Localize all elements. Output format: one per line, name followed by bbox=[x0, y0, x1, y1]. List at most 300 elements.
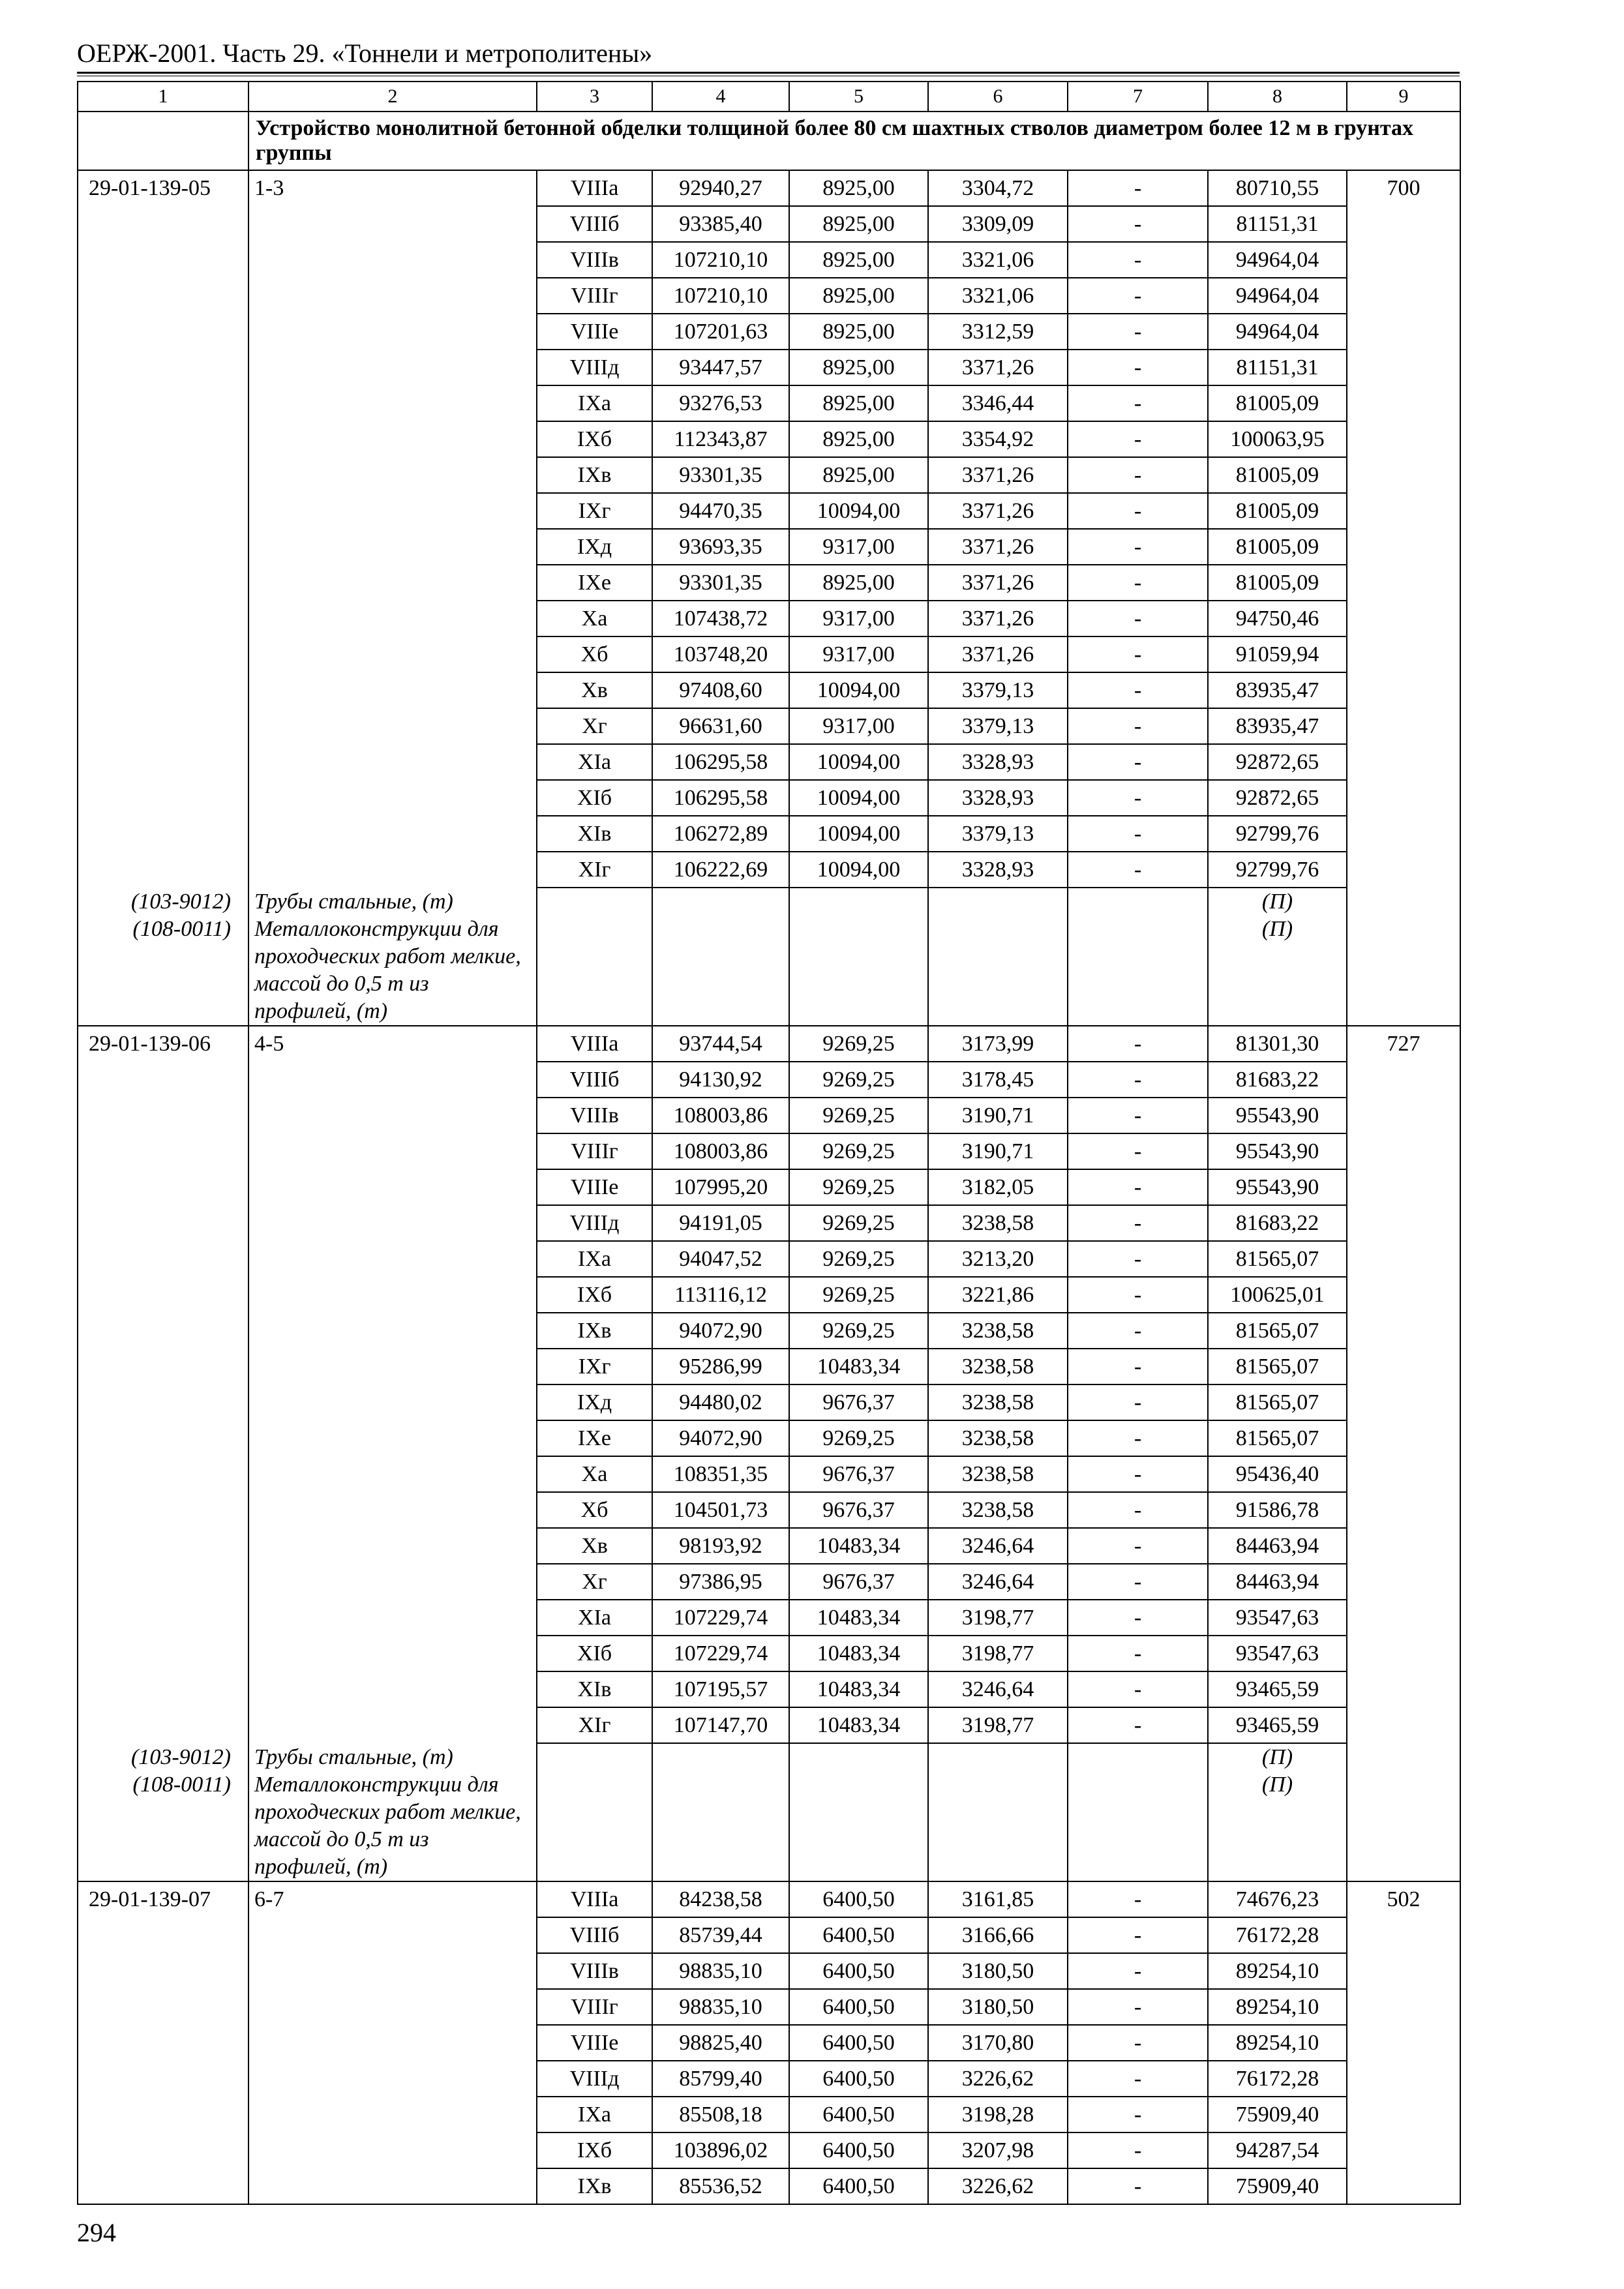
cell-col-8: 76172,28 bbox=[1208, 2061, 1347, 2097]
cell-col-5: 9269,25 bbox=[789, 1277, 928, 1313]
cell-col-5: 8925,00 bbox=[789, 170, 928, 206]
cell-col-8: 92872,65 bbox=[1208, 780, 1347, 816]
cell-col-8: 75909,40 bbox=[1208, 2168, 1347, 2204]
materials-blank-col-6 bbox=[928, 888, 1068, 1026]
cell-col-6: 3371,26 bbox=[928, 350, 1068, 385]
cell-col-4: 94072,90 bbox=[652, 1313, 789, 1349]
cell-col-4: 103896,02 bbox=[652, 2132, 789, 2168]
cell-col-3: Xа bbox=[537, 1456, 652, 1492]
cell-col-8: 94750,46 bbox=[1208, 601, 1347, 636]
column-number-7: 7 bbox=[1068, 82, 1208, 112]
cell-col-6: 3304,72 bbox=[928, 170, 1068, 206]
cell-col-4: 106295,58 bbox=[652, 780, 789, 816]
cell-col-4: 107438,72 bbox=[652, 601, 789, 636]
cell-col-5: 9269,25 bbox=[789, 1026, 928, 1062]
material-codes bbox=[78, 888, 248, 1025]
material-names bbox=[254, 888, 531, 1025]
col9-text: 700 bbox=[1387, 176, 1421, 200]
cell-col-8: 81005,09 bbox=[1208, 529, 1347, 565]
cell-col-7: - bbox=[1068, 170, 1208, 206]
cell-col-3: XIв bbox=[537, 816, 652, 852]
cell-col-4: 92940,27 bbox=[652, 170, 789, 206]
cell-col-4: 93744,54 bbox=[652, 1026, 789, 1062]
cell-col-7: - bbox=[1068, 529, 1208, 565]
cell-col-6: 3173,99 bbox=[928, 1026, 1068, 1062]
cell-col-6: 3379,13 bbox=[928, 816, 1068, 852]
cell-col-5: 8925,00 bbox=[789, 278, 928, 314]
cell-col-3: VIIIв bbox=[537, 1098, 652, 1133]
cell-col-3: IXб bbox=[537, 1277, 652, 1313]
section-title-row bbox=[78, 112, 1460, 170]
cell-col-7: - bbox=[1068, 1026, 1208, 1062]
cell-col-6: 3246,64 bbox=[928, 1671, 1068, 1707]
cell-col-6: 3161,85 bbox=[928, 1881, 1068, 1917]
cell-col-3: Xб bbox=[537, 636, 652, 672]
material-code: (108-0011) bbox=[132, 917, 231, 941]
materials-blank-col-3 bbox=[537, 888, 652, 1026]
cell-col-8: 84463,94 bbox=[1208, 1564, 1347, 1600]
cell-col-7: - bbox=[1068, 1205, 1208, 1241]
cell-col-6: 3238,58 bbox=[928, 1313, 1068, 1349]
cell-col-5: 10483,34 bbox=[789, 1671, 928, 1707]
cell-col-7: - bbox=[1068, 816, 1208, 852]
cell-col-5: 9269,25 bbox=[789, 1241, 928, 1277]
cell-col-6: 3198,28 bbox=[928, 2097, 1068, 2132]
cell-col-6: 3207,98 bbox=[928, 2132, 1068, 2168]
soil-groups-text: 1-3 bbox=[254, 176, 284, 200]
cell-col-6: 3190,71 bbox=[928, 1133, 1068, 1169]
cell-col-8: 100625,01 bbox=[1208, 1277, 1347, 1313]
table-body bbox=[78, 82, 1460, 2204]
cell-col-7: - bbox=[1068, 565, 1208, 601]
cell-col-6: 3309,09 bbox=[928, 206, 1068, 242]
cell-col-7: - bbox=[1068, 421, 1208, 457]
cell-col-6: 3180,50 bbox=[928, 1989, 1068, 2025]
cell-col-7: - bbox=[1068, 1671, 1208, 1707]
column-number-2: 2 bbox=[248, 82, 537, 112]
cell-col-4: 106295,58 bbox=[652, 744, 789, 780]
cell-col-4: 94047,52 bbox=[652, 1241, 789, 1277]
cell-col-5: 9676,37 bbox=[789, 1492, 928, 1528]
cell-col-8: 83935,47 bbox=[1208, 672, 1347, 708]
cell-col-6: 3238,58 bbox=[928, 1384, 1068, 1420]
cell-col-3: IXе bbox=[537, 1420, 652, 1456]
cell-col-3: Xв bbox=[537, 672, 652, 708]
cell-col-5: 9317,00 bbox=[789, 529, 928, 565]
cell-col-5: 8925,00 bbox=[789, 457, 928, 493]
cell-col-8: 89254,10 bbox=[1208, 1953, 1347, 1989]
cell-col-4: 94480,02 bbox=[652, 1384, 789, 1420]
materials-blank-col-7 bbox=[1068, 1743, 1208, 1881]
cell-col-3: VIIIа bbox=[537, 1026, 652, 1062]
cell-col-6: 3371,26 bbox=[928, 601, 1068, 636]
cell-col-7: - bbox=[1068, 1492, 1208, 1528]
cell-col-5: 9269,25 bbox=[789, 1133, 928, 1169]
cell-col-5: 10094,00 bbox=[789, 744, 928, 780]
cell-col-8: 83935,47 bbox=[1208, 708, 1347, 744]
cell-col-7: - bbox=[1068, 1917, 1208, 1953]
cell-col-4: 103748,20 bbox=[652, 636, 789, 672]
soil-groups bbox=[248, 1881, 537, 2204]
cell-col-8: 95543,90 bbox=[1208, 1169, 1347, 1205]
cell-col-6: 3321,06 bbox=[928, 242, 1068, 278]
cell-col-4: 93693,35 bbox=[652, 529, 789, 565]
cell-col-4: 107995,20 bbox=[652, 1169, 789, 1205]
cell-col-5: 6400,50 bbox=[789, 1989, 928, 2025]
cell-col-3: IXг bbox=[537, 493, 652, 529]
soil-groups bbox=[248, 1026, 537, 1881]
cell-col-3: XIв bbox=[537, 1671, 652, 1707]
cell-col-4: 107201,63 bbox=[652, 314, 789, 350]
page-header-title: ОЕРЖ-2001. Часть 29. «Тоннели и метрополитены» bbox=[77, 38, 653, 68]
cell-col-4: 93276,53 bbox=[652, 385, 789, 421]
cell-col-6: 3170,80 bbox=[928, 2025, 1068, 2061]
cell-col-8: 94964,04 bbox=[1208, 242, 1347, 278]
cell-col-6: 3221,86 bbox=[928, 1277, 1068, 1313]
cell-col-5: 9269,25 bbox=[789, 1205, 928, 1241]
cell-col-6: 3238,58 bbox=[928, 1349, 1068, 1384]
cell-col-3: VIIIе bbox=[537, 314, 652, 350]
material-qty: (П) bbox=[1261, 917, 1293, 941]
cell-col-4: 107147,70 bbox=[652, 1707, 789, 1743]
material-name: Трубы стальные, (т) bbox=[254, 890, 453, 914]
col9-text: 727 bbox=[1387, 1032, 1421, 1056]
cell-col-3: Xг bbox=[537, 1564, 652, 1600]
cell-col-6: 3226,62 bbox=[928, 2061, 1068, 2097]
cell-col-6: 3354,92 bbox=[928, 421, 1068, 457]
cell-col-4: 94470,35 bbox=[652, 493, 789, 529]
cell-col-8: 95436,40 bbox=[1208, 1456, 1347, 1492]
cell-col-4: 85508,18 bbox=[652, 2097, 789, 2132]
cell-col-3: IXа bbox=[537, 2097, 652, 2132]
cell-col-4: 107195,57 bbox=[652, 1671, 789, 1707]
materials-blank-col-7 bbox=[1068, 888, 1208, 1026]
cell-col-8: 81151,31 bbox=[1208, 206, 1347, 242]
cell-col-3: VIIIд bbox=[537, 350, 652, 385]
cell-col-4: 113116,12 bbox=[652, 1277, 789, 1313]
cell-col-8: 89254,10 bbox=[1208, 1989, 1347, 2025]
material-codes bbox=[78, 1744, 248, 1881]
cell-col-7: - bbox=[1068, 1528, 1208, 1564]
material-code: (108-0011) bbox=[132, 1773, 231, 1797]
cell-col-7: - bbox=[1068, 1456, 1208, 1492]
cell-col-5: 9317,00 bbox=[789, 601, 928, 636]
cell-col-5: 6400,50 bbox=[789, 2168, 928, 2204]
cell-col-8: 74676,23 bbox=[1208, 1881, 1347, 1917]
cell-col-4: 93385,40 bbox=[652, 206, 789, 242]
cell-col-3: VIIIа bbox=[537, 170, 652, 206]
table-row bbox=[78, 170, 1460, 206]
cell-col-6: 3182,05 bbox=[928, 1169, 1068, 1205]
column-number-1: 1 bbox=[78, 82, 248, 112]
cell-col-5: 8925,00 bbox=[789, 242, 928, 278]
cell-col-7: - bbox=[1068, 2025, 1208, 2061]
cell-col-5: 10483,34 bbox=[789, 1600, 928, 1636]
cell-col-7: - bbox=[1068, 780, 1208, 816]
table-row bbox=[78, 1881, 1460, 1917]
cell-col-8: 81005,09 bbox=[1208, 385, 1347, 421]
cell-col-3: IXб bbox=[537, 2132, 652, 2168]
cell-col-7: - bbox=[1068, 636, 1208, 672]
cell-col-6: 3198,77 bbox=[928, 1600, 1068, 1636]
cell-col-8: 76172,28 bbox=[1208, 1917, 1347, 1953]
cell-col-3: XIг bbox=[537, 852, 652, 888]
cell-col-7: - bbox=[1068, 314, 1208, 350]
cell-col-8: 81565,07 bbox=[1208, 1241, 1347, 1277]
rate-code-text: 29-01-139-06 bbox=[89, 1032, 211, 1056]
cell-col-8: 93547,63 bbox=[1208, 1636, 1347, 1671]
page-number: 294 bbox=[77, 2218, 116, 2247]
cell-col-8: 81005,09 bbox=[1208, 493, 1347, 529]
cell-col-3: Xа bbox=[537, 601, 652, 636]
cell-col-6: 3238,58 bbox=[928, 1492, 1068, 1528]
cell-col-6: 3312,59 bbox=[928, 314, 1068, 350]
cell-col-3: XIа bbox=[537, 744, 652, 780]
cell-col-4: 108351,35 bbox=[652, 1456, 789, 1492]
header-rule-thick bbox=[77, 72, 1460, 74]
cell-col-8: 81565,07 bbox=[1208, 1420, 1347, 1456]
cell-col-7: - bbox=[1068, 1600, 1208, 1636]
cell-col-4: 93301,35 bbox=[652, 565, 789, 601]
cell-col-8: 94287,54 bbox=[1208, 2132, 1347, 2168]
cell-col-7: - bbox=[1068, 2097, 1208, 2132]
cell-col-8: 94964,04 bbox=[1208, 314, 1347, 350]
cell-col-5: 9269,25 bbox=[789, 1313, 928, 1349]
cell-col-8: 81565,07 bbox=[1208, 1313, 1347, 1349]
cell-col-4: 85739,44 bbox=[652, 1917, 789, 1953]
rate-code bbox=[78, 1881, 248, 2204]
cell-col-3: IXг bbox=[537, 1349, 652, 1384]
cell-col-7: - bbox=[1068, 1989, 1208, 2025]
cell-col-7: - bbox=[1068, 1349, 1208, 1384]
cell-col-3: XIб bbox=[537, 1636, 652, 1671]
cell-col-3: VIIIд bbox=[537, 2061, 652, 2097]
cell-col-6: 3328,93 bbox=[928, 780, 1068, 816]
materials-qty bbox=[1208, 888, 1347, 1026]
cell-col-4: 95286,99 bbox=[652, 1349, 789, 1384]
cell-col-5: 8925,00 bbox=[789, 206, 928, 242]
cell-col-8: 91059,94 bbox=[1208, 636, 1347, 672]
rate-code-text: 29-01-139-07 bbox=[89, 1887, 211, 1911]
cell-col-3: VIIIв bbox=[537, 1953, 652, 1989]
column-number-row bbox=[78, 82, 1460, 112]
cell-col-3: VIIIв bbox=[537, 242, 652, 278]
material-qty: (П) bbox=[1261, 1745, 1293, 1769]
cell-col-7: - bbox=[1068, 1133, 1208, 1169]
cell-col-5: 8925,00 bbox=[789, 314, 928, 350]
cell-col-6: 3238,58 bbox=[928, 1456, 1068, 1492]
cell-col-4: 107229,74 bbox=[652, 1636, 789, 1671]
cell-col-6: 3371,26 bbox=[928, 565, 1068, 601]
cell-col-6: 3180,50 bbox=[928, 1953, 1068, 1989]
column-number-8: 8 bbox=[1208, 82, 1347, 112]
cell-col-7: - bbox=[1068, 206, 1208, 242]
cell-col-8: 95543,90 bbox=[1208, 1098, 1347, 1133]
materials-blank-col-6 bbox=[928, 1743, 1068, 1881]
cell-col-8: 100063,95 bbox=[1208, 421, 1347, 457]
cell-col-5: 10094,00 bbox=[789, 852, 928, 888]
cell-col-3: IXб bbox=[537, 421, 652, 457]
cell-col-5: 6400,50 bbox=[789, 2025, 928, 2061]
cell-col-7: - bbox=[1068, 1384, 1208, 1420]
cell-col-6: 3371,26 bbox=[928, 493, 1068, 529]
cell-col-5: 6400,50 bbox=[789, 2132, 928, 2168]
cell-col-3: VIIIе bbox=[537, 2025, 652, 2061]
cell-col-6: 3246,64 bbox=[928, 1528, 1068, 1564]
cell-col-8: 94964,04 bbox=[1208, 278, 1347, 314]
cell-col-4: 93301,35 bbox=[652, 457, 789, 493]
material-qty: (П) bbox=[1261, 890, 1293, 914]
cell-col-4: 98825,40 bbox=[652, 2025, 789, 2061]
cell-col-7: - bbox=[1068, 672, 1208, 708]
cell-col-7: - bbox=[1068, 1062, 1208, 1098]
cell-col-4: 108003,86 bbox=[652, 1098, 789, 1133]
cell-col-3: IXе bbox=[537, 565, 652, 601]
cell-col-8: 92872,65 bbox=[1208, 744, 1347, 780]
cell-col-4: 107210,10 bbox=[652, 242, 789, 278]
cell-col-6: 3328,93 bbox=[928, 852, 1068, 888]
cell-col-6: 3198,77 bbox=[928, 1707, 1068, 1743]
cell-col-5: 6400,50 bbox=[789, 1881, 928, 1917]
cell-col-8: 89254,10 bbox=[1208, 2025, 1347, 2061]
cell-col-3: XIа bbox=[537, 1600, 652, 1636]
cell-col-6: 3166,66 bbox=[928, 1917, 1068, 1953]
cell-col-7: - bbox=[1068, 744, 1208, 780]
cell-col-7: - bbox=[1068, 708, 1208, 744]
cell-col-4: 104501,73 bbox=[652, 1492, 789, 1528]
cell-col-7: - bbox=[1068, 1277, 1208, 1313]
cell-col-3: VIIIб bbox=[537, 1917, 652, 1953]
cell-col-5: 9269,25 bbox=[789, 1420, 928, 1456]
cell-col-7: - bbox=[1068, 1313, 1208, 1349]
soil-groups bbox=[248, 170, 537, 1026]
cell-col-4: 97386,95 bbox=[652, 1564, 789, 1600]
cell-col-7: - bbox=[1068, 1707, 1208, 1743]
cell-col-7: - bbox=[1068, 1881, 1208, 1917]
cell-col-3: Xг bbox=[537, 708, 652, 744]
cell-col-4: 85799,40 bbox=[652, 2061, 789, 2097]
section-title-blank bbox=[78, 112, 248, 170]
col9-text: 502 bbox=[1387, 1887, 1421, 1911]
soil-groups-text: 4-5 bbox=[254, 1032, 284, 1056]
cell-col-3: IXв bbox=[537, 457, 652, 493]
cell-col-5: 6400,50 bbox=[789, 1953, 928, 1989]
cell-col-5: 9269,25 bbox=[789, 1098, 928, 1133]
cell-col-4: 94191,05 bbox=[652, 1205, 789, 1241]
cell-col-5: 9676,37 bbox=[789, 1384, 928, 1420]
cell-col-8: 91586,78 bbox=[1208, 1492, 1347, 1528]
materials-blank-col-5 bbox=[789, 1743, 928, 1881]
cell-col-7: - bbox=[1068, 2132, 1208, 2168]
cell-col-7: - bbox=[1068, 242, 1208, 278]
cell-col-8: 80710,55 bbox=[1208, 170, 1347, 206]
cell-col-6: 3178,45 bbox=[928, 1062, 1068, 1098]
cell-col-8: 81565,07 bbox=[1208, 1349, 1347, 1384]
cell-col-7: - bbox=[1068, 1241, 1208, 1277]
rate-code bbox=[78, 170, 248, 1026]
cell-col-5: 9269,25 bbox=[789, 1062, 928, 1098]
cell-col-6: 3371,26 bbox=[928, 636, 1068, 672]
cell-col-4: 106222,69 bbox=[652, 852, 789, 888]
cell-col-3: IXд bbox=[537, 529, 652, 565]
cell-col-8: 84463,94 bbox=[1208, 1528, 1347, 1564]
cell-col-8: 81301,30 bbox=[1208, 1026, 1347, 1062]
cell-col-7: - bbox=[1068, 1169, 1208, 1205]
table-row bbox=[78, 1026, 1460, 1062]
cell-col-3: VIIIб bbox=[537, 206, 652, 242]
cell-col-7: - bbox=[1068, 852, 1208, 888]
cell-col-3: VIIIг bbox=[537, 1133, 652, 1169]
rates-table bbox=[77, 81, 1461, 2205]
col9-value bbox=[1347, 170, 1460, 1026]
cell-col-5: 8925,00 bbox=[789, 421, 928, 457]
cell-col-6: 3190,71 bbox=[928, 1098, 1068, 1133]
column-number-4: 4 bbox=[652, 82, 789, 112]
cell-col-7: - bbox=[1068, 350, 1208, 385]
cell-col-4: 108003,86 bbox=[652, 1133, 789, 1169]
cell-col-3: IXд bbox=[537, 1384, 652, 1420]
material-name: Металлоконструкции для проходческих работ мелкие, массой до 0,5 т из профилей, (т) bbox=[254, 1773, 521, 1879]
material-code: (103-9012) bbox=[131, 1745, 231, 1769]
cell-col-6: 3198,77 bbox=[928, 1636, 1068, 1671]
cell-col-7: - bbox=[1068, 385, 1208, 421]
cell-col-3: VIIIе bbox=[537, 1169, 652, 1205]
cell-col-5: 10483,34 bbox=[789, 1528, 928, 1564]
cell-col-8: 81565,07 bbox=[1208, 1384, 1347, 1420]
cell-col-6: 3213,20 bbox=[928, 1241, 1068, 1277]
cell-col-5: 8925,00 bbox=[789, 350, 928, 385]
cell-col-3: VIIIг bbox=[537, 278, 652, 314]
cell-col-4: 107210,10 bbox=[652, 278, 789, 314]
material-qty: (П) bbox=[1261, 1773, 1293, 1797]
cell-col-4: 84238,58 bbox=[652, 1881, 789, 1917]
cell-col-5: 9269,25 bbox=[789, 1169, 928, 1205]
cell-col-3: VIIIб bbox=[537, 1062, 652, 1098]
column-number-6: 6 bbox=[928, 82, 1068, 112]
section-title: Устройство монолитной бетонной обделки толщиной более 80 см шахтных стволов диаметром более 12 м в грунтах группы bbox=[248, 112, 1460, 170]
cell-col-7: - bbox=[1068, 457, 1208, 493]
cell-col-3: XIб bbox=[537, 780, 652, 816]
cell-col-6: 3371,26 bbox=[928, 529, 1068, 565]
cell-col-3: IXа bbox=[537, 385, 652, 421]
cell-col-5: 10483,34 bbox=[789, 1636, 928, 1671]
material-code: (103-9012) bbox=[131, 890, 231, 914]
cell-col-6: 3371,26 bbox=[928, 457, 1068, 493]
cell-col-3: VIIIа bbox=[537, 1881, 652, 1917]
cell-col-5: 10094,00 bbox=[789, 672, 928, 708]
soil-groups-text: 6-7 bbox=[254, 1887, 284, 1911]
cell-col-8: 92799,76 bbox=[1208, 816, 1347, 852]
cell-col-8: 93465,59 bbox=[1208, 1671, 1347, 1707]
materials-blank-col-4 bbox=[652, 888, 789, 1026]
column-number-3: 3 bbox=[537, 82, 652, 112]
cell-col-4: 93447,57 bbox=[652, 350, 789, 385]
cell-col-8: 93465,59 bbox=[1208, 1707, 1347, 1743]
cell-col-8: 81005,09 bbox=[1208, 565, 1347, 601]
cell-col-5: 9676,37 bbox=[789, 1564, 928, 1600]
cell-col-6: 3379,13 bbox=[928, 708, 1068, 744]
rate-code bbox=[78, 1026, 248, 1881]
cell-col-7: - bbox=[1068, 2168, 1208, 2204]
material-names bbox=[254, 1744, 531, 1881]
cell-col-7: - bbox=[1068, 493, 1208, 529]
cell-col-7: - bbox=[1068, 1564, 1208, 1600]
cell-col-8: 81151,31 bbox=[1208, 350, 1347, 385]
rate-code-text: 29-01-139-05 bbox=[89, 176, 211, 200]
cell-col-4: 85536,52 bbox=[652, 2168, 789, 2204]
cell-col-4: 94072,90 bbox=[652, 1420, 789, 1456]
cell-col-3: VIIIд bbox=[537, 1205, 652, 1241]
